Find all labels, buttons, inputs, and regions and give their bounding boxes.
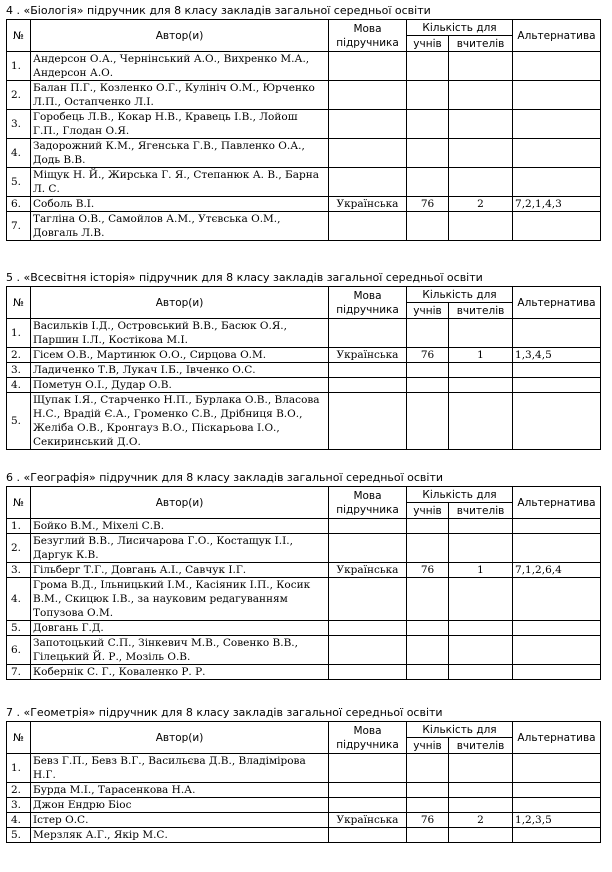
table-row: [7, 81, 601, 110]
table-row: [7, 754, 601, 783]
textbook-table: [6, 486, 601, 680]
author-cell: Щупак І.Я., Старченко Н.П., Бурлака О.В., Власова Н.С., Врадій Є.А., Громенко С.В., Дрібниця В.О., Желіба О.В., Кронгауз В.О., Піскарьова І.О., Секиринський Д.О.: [31, 393, 329, 450]
language-cell: [329, 319, 407, 348]
table-row: [7, 319, 601, 348]
table-row: [7, 563, 601, 578]
language-cell: [329, 363, 407, 378]
language-cell: [329, 621, 407, 636]
row-number: 5.: [7, 168, 31, 197]
students-cell: [407, 319, 449, 348]
teachers-cell: [449, 52, 513, 81]
teachers-cell: [449, 534, 513, 563]
table-row: [7, 798, 601, 813]
teachers-cell: [449, 393, 513, 450]
language-cell: [329, 534, 407, 563]
language-cell: [329, 783, 407, 798]
teachers-cell: 1: [449, 563, 513, 578]
language-cell: [329, 378, 407, 393]
table-row: [7, 621, 601, 636]
students-cell: [407, 754, 449, 783]
language-cell: [329, 52, 407, 81]
alternative-cell: [513, 168, 601, 197]
alternative-cell: [513, 393, 601, 450]
table-row: [7, 636, 601, 665]
table-row: [7, 578, 601, 621]
author-cell: Соболь В.І.: [31, 197, 329, 212]
table-row: [7, 393, 601, 450]
header-students: учнів: [407, 738, 449, 754]
students-cell: [407, 81, 449, 110]
author-cell: Кобернік С. Г., Коваленко Р. Р.: [31, 665, 329, 680]
alternative-cell: 1,2,3,5: [513, 813, 601, 828]
author-cell: Бевз Г.П., Бевз В.Г., Васильєва Д.В., Владімірова Н.Г.: [31, 754, 329, 783]
table-row: [7, 139, 601, 168]
section-title: 5 . «Всесвітня історія» підручник для 8 класу закладів загальної середньої освіти: [6, 271, 483, 284]
header-language: Мова підручника: [329, 20, 407, 52]
header-author: Автор(и): [31, 20, 329, 52]
header-language: Мова підручника: [329, 287, 407, 319]
row-number: 5.: [7, 828, 31, 843]
author-cell: Міщук Н. Й., Жирська Г. Я., Степанюк А. В., Барна Л. С.: [31, 168, 329, 197]
author-cell: Пометун О.І., Дудар О.В.: [31, 378, 329, 393]
students-cell: [407, 578, 449, 621]
author-cell: Задорожний К.М., Ягенська Г.В., Павленко О.А., Додь В.В.: [31, 139, 329, 168]
language-cell: [329, 636, 407, 665]
teachers-cell: [449, 81, 513, 110]
row-number: 3.: [7, 363, 31, 378]
header-count: Кількість для: [407, 20, 513, 36]
row-number: 4.: [7, 378, 31, 393]
teachers-cell: 2: [449, 813, 513, 828]
alternative-cell: [513, 828, 601, 843]
header-teachers: вчителів: [449, 738, 513, 754]
author-cell: Ладиченко Т.В, Лукач І.Б., Івченко О.С.: [31, 363, 329, 378]
table-row: [7, 828, 601, 843]
students-cell: [407, 363, 449, 378]
row-number: 2.: [7, 783, 31, 798]
alternative-cell: [513, 139, 601, 168]
header-alternative: Альтернатива: [513, 20, 601, 52]
teachers-cell: [449, 110, 513, 139]
language-cell: Українська: [329, 563, 407, 578]
table-row: [7, 519, 601, 534]
author-cell: Бурда М.І., Тарасенкова Н.А.: [31, 783, 329, 798]
language-cell: [329, 168, 407, 197]
header-number: №: [7, 287, 31, 319]
header-teachers: вчителів: [449, 503, 513, 519]
row-number: 5.: [7, 621, 31, 636]
header-students: учнів: [407, 36, 449, 52]
author-cell: Грома В.Д., Ільницький І.М., Касіяник І.П., Косик В.М., Скицюк І.В., за науковим редагуванням Топузова О.М.: [31, 578, 329, 621]
students-cell: [407, 783, 449, 798]
header-alternative: Альтернатива: [513, 287, 601, 319]
author-cell: Васильків І.Д., Островський В.В., Басюк О.Я., Паршин І.Л., Костікова М.І.: [31, 319, 329, 348]
alternative-cell: 7,2,1,4,3: [513, 197, 601, 212]
row-number: 1.: [7, 52, 31, 81]
table-row: [7, 783, 601, 798]
alternative-cell: [513, 363, 601, 378]
students-cell: 76: [407, 563, 449, 578]
students-cell: [407, 139, 449, 168]
alternative-cell: [513, 52, 601, 81]
language-cell: [329, 393, 407, 450]
teachers-cell: [449, 754, 513, 783]
row-number: 1.: [7, 519, 31, 534]
header-count: Кількість для: [407, 487, 513, 503]
textbook-table: [6, 286, 601, 450]
section-title: 4 . «Біологія» підручник для 8 класу закладів загальної середньої освіти: [6, 4, 431, 17]
table-row: [7, 665, 601, 680]
row-number: 4.: [7, 813, 31, 828]
row-number: 1.: [7, 319, 31, 348]
subject-section: [6, 471, 600, 680]
language-cell: [329, 798, 407, 813]
table-row: [7, 168, 601, 197]
author-cell: Гільберг Т.Г., Довгань А.І., Савчук І.Г.: [31, 563, 329, 578]
language-cell: [329, 828, 407, 843]
header-language: Мова підручника: [329, 487, 407, 519]
author-cell: Запотоцький С.П., Зінкевич М.В., Совенко В.В., Гілецький Й. Р., Мозіль О.В.: [31, 636, 329, 665]
alternative-cell: 1,3,4,5: [513, 348, 601, 363]
language-cell: [329, 519, 407, 534]
alternative-cell: [513, 319, 601, 348]
table-row: [7, 363, 601, 378]
row-number: 4.: [7, 139, 31, 168]
table-row: [7, 378, 601, 393]
author-cell: Мерзляк А.Г., Якір М.С.: [31, 828, 329, 843]
alternative-cell: [513, 665, 601, 680]
header-language: Мова підручника: [329, 722, 407, 754]
author-cell: Балан П.Г., Козленко О.Г., Кулініч О.М., Юрченко Л.П., Остапченко Л.І.: [31, 81, 329, 110]
students-cell: [407, 519, 449, 534]
teachers-cell: [449, 378, 513, 393]
language-cell: Українська: [329, 348, 407, 363]
author-cell: Тагліна О.В., Самойлов А.М., Утєвська О.М., Довгаль Л.В.: [31, 212, 329, 241]
alternative-cell: [513, 621, 601, 636]
alternative-cell: [513, 754, 601, 783]
students-cell: [407, 828, 449, 843]
header-number: №: [7, 20, 31, 52]
author-cell: Бойко В.М., Міхелі С.В.: [31, 519, 329, 534]
row-number: 7.: [7, 665, 31, 680]
row-number: 3.: [7, 798, 31, 813]
alternative-cell: [513, 636, 601, 665]
subject-section: [6, 271, 600, 450]
author-cell: Довгань Г.Д.: [31, 621, 329, 636]
teachers-cell: [449, 665, 513, 680]
students-cell: 76: [407, 348, 449, 363]
language-cell: [329, 81, 407, 110]
row-number: 1.: [7, 754, 31, 783]
students-cell: [407, 798, 449, 813]
students-cell: [407, 110, 449, 139]
textbook-table: [6, 19, 601, 241]
alternative-cell: [513, 578, 601, 621]
teachers-cell: [449, 783, 513, 798]
language-cell: [329, 578, 407, 621]
language-cell: [329, 212, 407, 241]
section-title: 6 . «Географія» підручник для 8 класу закладів загальної середньої освіти: [6, 471, 444, 484]
students-cell: [407, 636, 449, 665]
alternative-cell: [513, 783, 601, 798]
alternative-cell: [513, 212, 601, 241]
table-row: [7, 197, 601, 212]
alternative-cell: 7,1,2,6,4: [513, 563, 601, 578]
subject-section: [6, 706, 600, 843]
alternative-cell: [513, 798, 601, 813]
subject-section: [6, 4, 600, 241]
row-number: 2.: [7, 348, 31, 363]
students-cell: 76: [407, 813, 449, 828]
row-number: 4.: [7, 578, 31, 621]
header-count: Кількість для: [407, 722, 513, 738]
teachers-cell: [449, 168, 513, 197]
students-cell: 76: [407, 197, 449, 212]
row-number: 7.: [7, 212, 31, 241]
alternative-cell: [513, 110, 601, 139]
author-cell: Джон Ендрю Біос: [31, 798, 329, 813]
header-author: Автор(и): [31, 487, 329, 519]
students-cell: [407, 621, 449, 636]
language-cell: Українська: [329, 197, 407, 212]
table-row: [7, 212, 601, 241]
teachers-cell: [449, 828, 513, 843]
header-number: №: [7, 722, 31, 754]
table-row: [7, 813, 601, 828]
teachers-cell: [449, 636, 513, 665]
alternative-cell: [513, 378, 601, 393]
teachers-cell: [449, 319, 513, 348]
header-number: №: [7, 487, 31, 519]
language-cell: [329, 110, 407, 139]
teachers-cell: 1: [449, 348, 513, 363]
author-cell: Безуглий В.В., Лисичарова Г.О., Костащук І.І., Даргук К.В.: [31, 534, 329, 563]
students-cell: [407, 665, 449, 680]
teachers-cell: [449, 212, 513, 241]
textbook-table: [6, 721, 601, 843]
section-title: 7 . «Геометрія» підручник для 8 класу закладів загальної середньої освіти: [6, 706, 443, 719]
language-cell: [329, 665, 407, 680]
table-row: [7, 534, 601, 563]
language-cell: [329, 139, 407, 168]
students-cell: [407, 168, 449, 197]
row-number: 5.: [7, 393, 31, 450]
row-number: 3.: [7, 110, 31, 139]
students-cell: [407, 393, 449, 450]
alternative-cell: [513, 534, 601, 563]
teachers-cell: [449, 578, 513, 621]
header-count: Кількість для: [407, 287, 513, 303]
author-cell: Андерсон О.А., Чернінський А.О., Вихренко М.А., Андерсон А.О.: [31, 52, 329, 81]
teachers-cell: [449, 139, 513, 168]
row-number: 2.: [7, 534, 31, 563]
row-number: 6.: [7, 197, 31, 212]
teachers-cell: [449, 519, 513, 534]
row-number: 2.: [7, 81, 31, 110]
students-cell: [407, 378, 449, 393]
teachers-cell: [449, 363, 513, 378]
author-cell: Істер О.С.: [31, 813, 329, 828]
teachers-cell: [449, 621, 513, 636]
teachers-cell: 2: [449, 197, 513, 212]
table-row: [7, 52, 601, 81]
students-cell: [407, 52, 449, 81]
header-alternative: Альтернатива: [513, 487, 601, 519]
header-students: учнів: [407, 503, 449, 519]
header-students: учнів: [407, 303, 449, 319]
table-row: [7, 348, 601, 363]
language-cell: Українська: [329, 813, 407, 828]
students-cell: [407, 534, 449, 563]
alternative-cell: [513, 519, 601, 534]
table-row: [7, 110, 601, 139]
students-cell: [407, 212, 449, 241]
language-cell: [329, 754, 407, 783]
author-cell: Гісем О.В., Мартинюк О.О., Сирцова О.М.: [31, 348, 329, 363]
author-cell: Горобець Л.В., Кокар Н.В., Кравець І.В., Лойош Г.П., Глодан О.Я.: [31, 110, 329, 139]
header-teachers: вчителів: [449, 303, 513, 319]
row-number: 6.: [7, 636, 31, 665]
alternative-cell: [513, 81, 601, 110]
row-number: 3.: [7, 563, 31, 578]
teachers-cell: [449, 798, 513, 813]
header-teachers: вчителів: [449, 36, 513, 52]
header-alternative: Альтернатива: [513, 722, 601, 754]
header-author: Автор(и): [31, 722, 329, 754]
header-author: Автор(и): [31, 287, 329, 319]
